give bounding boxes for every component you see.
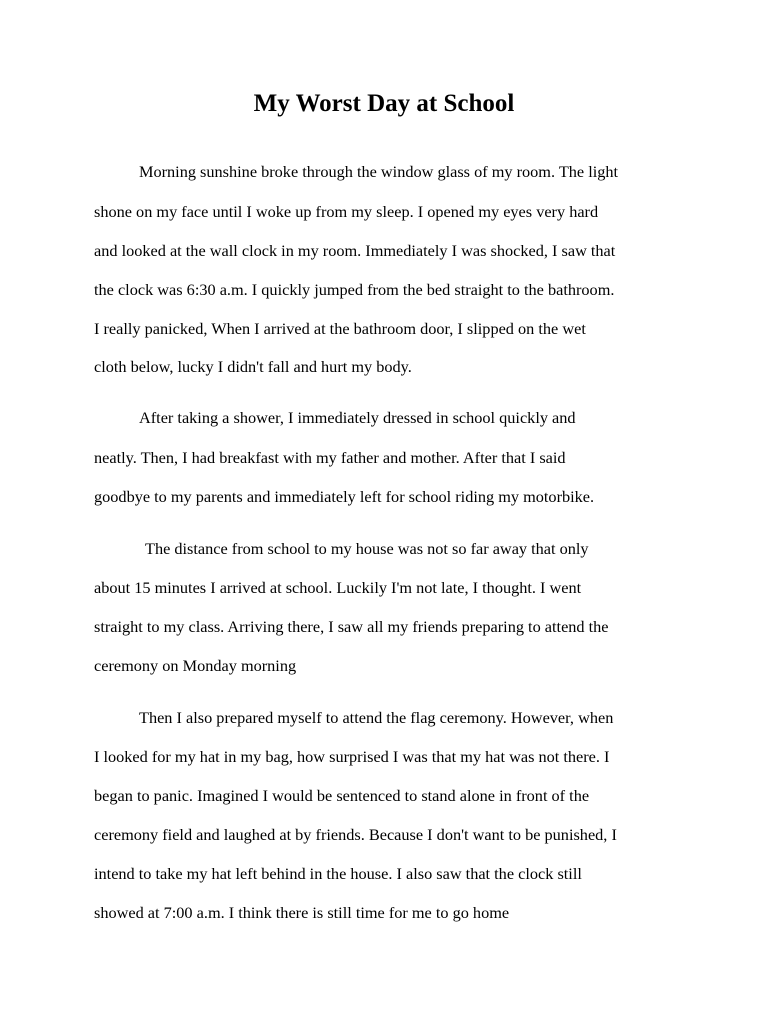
paragraph-4-line-4: ceremony field and laughed at by friends. Because I don't want to be punished, I bbox=[94, 825, 617, 844]
paragraph-2-line-1: After taking a shower, I immediately dressed in school quickly and bbox=[139, 408, 576, 427]
paragraph-1-line-5: I really panicked, When I arrived at the bathroom door, I slipped on the wet bbox=[94, 319, 586, 338]
paragraph-4-line-5: intend to take my hat left behind in the house. I also saw that the clock still bbox=[94, 864, 582, 883]
paragraph-3-line-2: about 15 minutes I arrived at school. Luckily I'm not late, I thought. I went bbox=[94, 578, 582, 597]
paragraph-2-line-3: goodbye to my parents and immediately left for school riding my motorbike. bbox=[94, 487, 595, 506]
paragraph-1-line-3: and looked at the wall clock in my room. Immediately I was shocked, I saw that bbox=[94, 241, 616, 260]
paragraph-4-line-3: began to panic. Imagined I would be sentenced to stand alone in front of the bbox=[94, 786, 590, 805]
paragraph-4-line-1: Then I also prepared myself to attend the flag ceremony. However, when bbox=[139, 708, 614, 727]
paragraph-2-line-2: neatly. Then, I had breakfast with my father and mother. After that I said bbox=[94, 448, 566, 467]
paragraph-4-line-6: showed at 7:00 a.m. I think there is still time for me to go home bbox=[94, 903, 510, 922]
document-title: My Worst Day at School bbox=[253, 90, 515, 117]
paragraph-1-line-2: shone on my face until I woke up from my sleep. I opened my eyes very hard bbox=[94, 202, 599, 221]
paragraph-1-line-4: the clock was 6:30 a.m. I quickly jumped from the bed straight to the bathroom. bbox=[94, 280, 615, 299]
paragraph-3-line-1: The distance from school to my house was not so far away that only bbox=[145, 539, 589, 558]
paragraph-1-line-6: cloth below, lucky I didn't fall and hurt my body. bbox=[94, 357, 412, 376]
paragraph-3-line-3: straight to my class. Arriving there, I saw all my friends preparing to attend the bbox=[94, 617, 609, 636]
paragraph-3-line-4: ceremony on Monday morning bbox=[94, 656, 297, 675]
paragraph-1-line-1: Morning sunshine broke through the window glass of my room. The light bbox=[139, 162, 619, 181]
paragraph-4-line-2: I looked for my hat in my bag, how surprised I was that my hat was not there. I bbox=[94, 747, 610, 766]
